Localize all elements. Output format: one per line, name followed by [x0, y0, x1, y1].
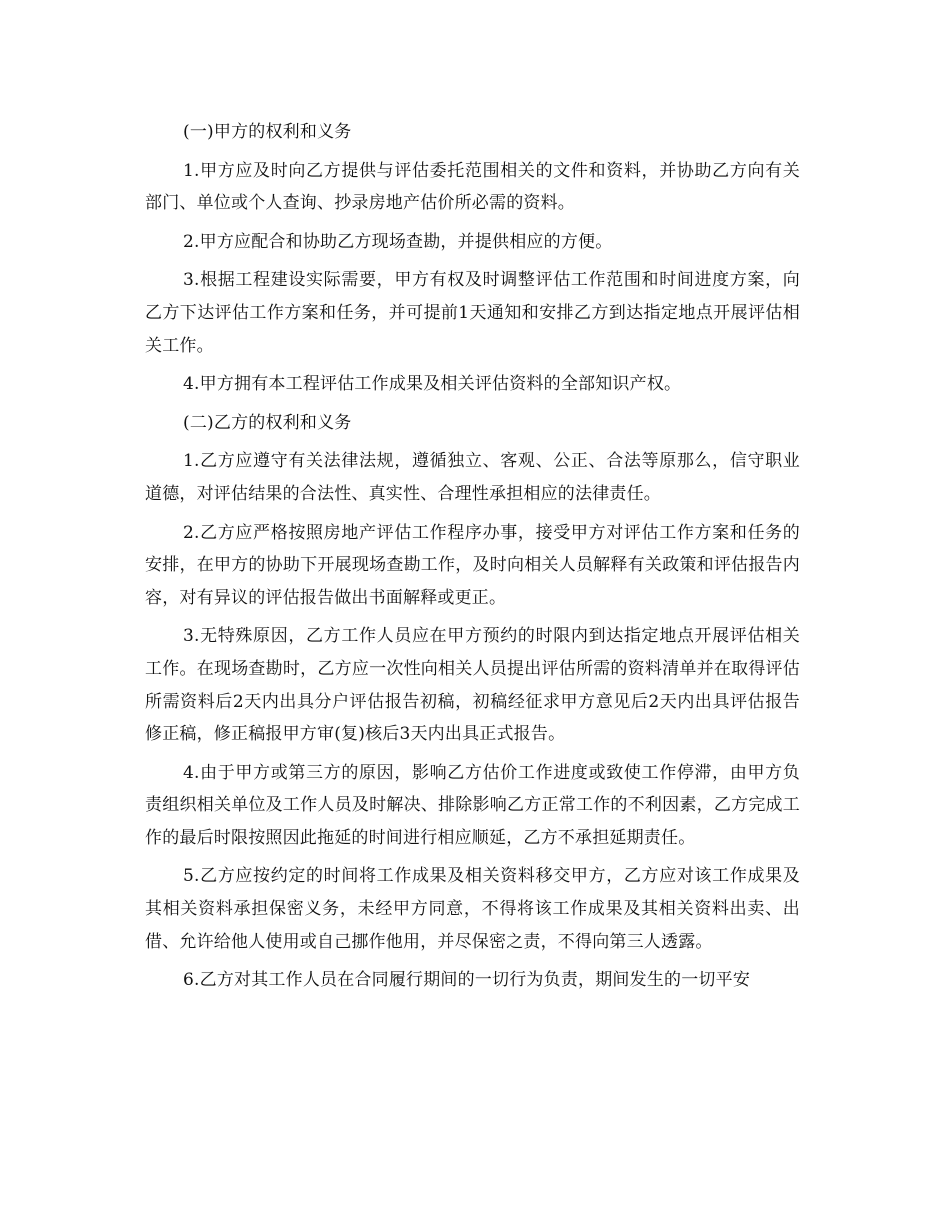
paragraph-a1: 1.甲方应及时向乙方提供与评估委托范围相关的文件和资料，并协助乙方向有关部门、单位或个人查询、抄录房地产估价所必需的资料。	[145, 160, 800, 214]
paragraph-b1: 1.乙方应遵守有关法律法规，遵循独立、客观、公正、合法等原那么，信守职业道德，对评估结果的合法性、真实性、合理性承担相应的法律责任。	[145, 451, 800, 504]
paragraph-b5: 5.乙方应按约定的时间将工作成果及相关资料移交甲方，乙方应对该工作成果及其相关资料承担保密义务，未经甲方同意，不得将该工作成果及其相关资料出卖、出借、允许给他人使用或自己挪作他用，并尽保密之责，不得向第三人透露。	[145, 866, 800, 952]
paragraph-b6: 6.乙方对其工作人员在合同履行期间的一切行为负责，期间发生的一切平安	[183, 970, 751, 991]
paragraph-b4: 4.由于甲方或第三方的原因，影响乙方估价工作进度或致使工作停滞，由甲方负责组织相关单位及工作人员及时解决、排除影响乙方正常工作的不利因素，乙方完成工作的最后时限按照因此拖延的时间进行相应顺延，乙方不承担延期责任。	[145, 762, 800, 848]
section-heading-party-a: (一)甲方的权利和义务	[183, 122, 352, 142]
paragraph-b3: 3.无特殊原因，乙方工作人员应在甲方预约的时限内到达指定地点开展评估相关工作。在现场查勘时，乙方应一次性向相关人员提出评估所需的资料清单并在取得评估所需资料后2天内出具分户评估报告初稿，初稿经征求甲方意见后2天内出具评估报告修正稿，修正稿报甲方审(复)核后3天内出具正式报告。	[145, 626, 800, 745]
document-body	[145, 116, 800, 1003]
paragraph-a4: 4.甲方拥有本工程评估工作成果及相关评估资料的全部知识产权。	[183, 374, 682, 395]
paragraph-a2: 2.甲方应配合和协助乙方现场查勘，并提供相应的方便。	[183, 231, 613, 252]
paragraph-a3: 3.根据工程建设实际需要，甲方有权及时调整评估工作范围和时间进度方案，向乙方下达评估工作方案和任务，并可提前1天通知和安排乙方到达指定地点开展评估相关工作。	[145, 270, 800, 356]
section-heading-party-b: (二)乙方的权利和义务	[183, 412, 352, 433]
paragraph-b2: 2.乙方应严格按照房地产评估工作程序办事，接受甲方对评估工作方案和任务的安排，在甲方的协助下开展现场查勘工作，及时向相关人员解释有关政策和评估报告内容，对有异议的评估报告做出书面解释或更正。	[145, 522, 800, 608]
